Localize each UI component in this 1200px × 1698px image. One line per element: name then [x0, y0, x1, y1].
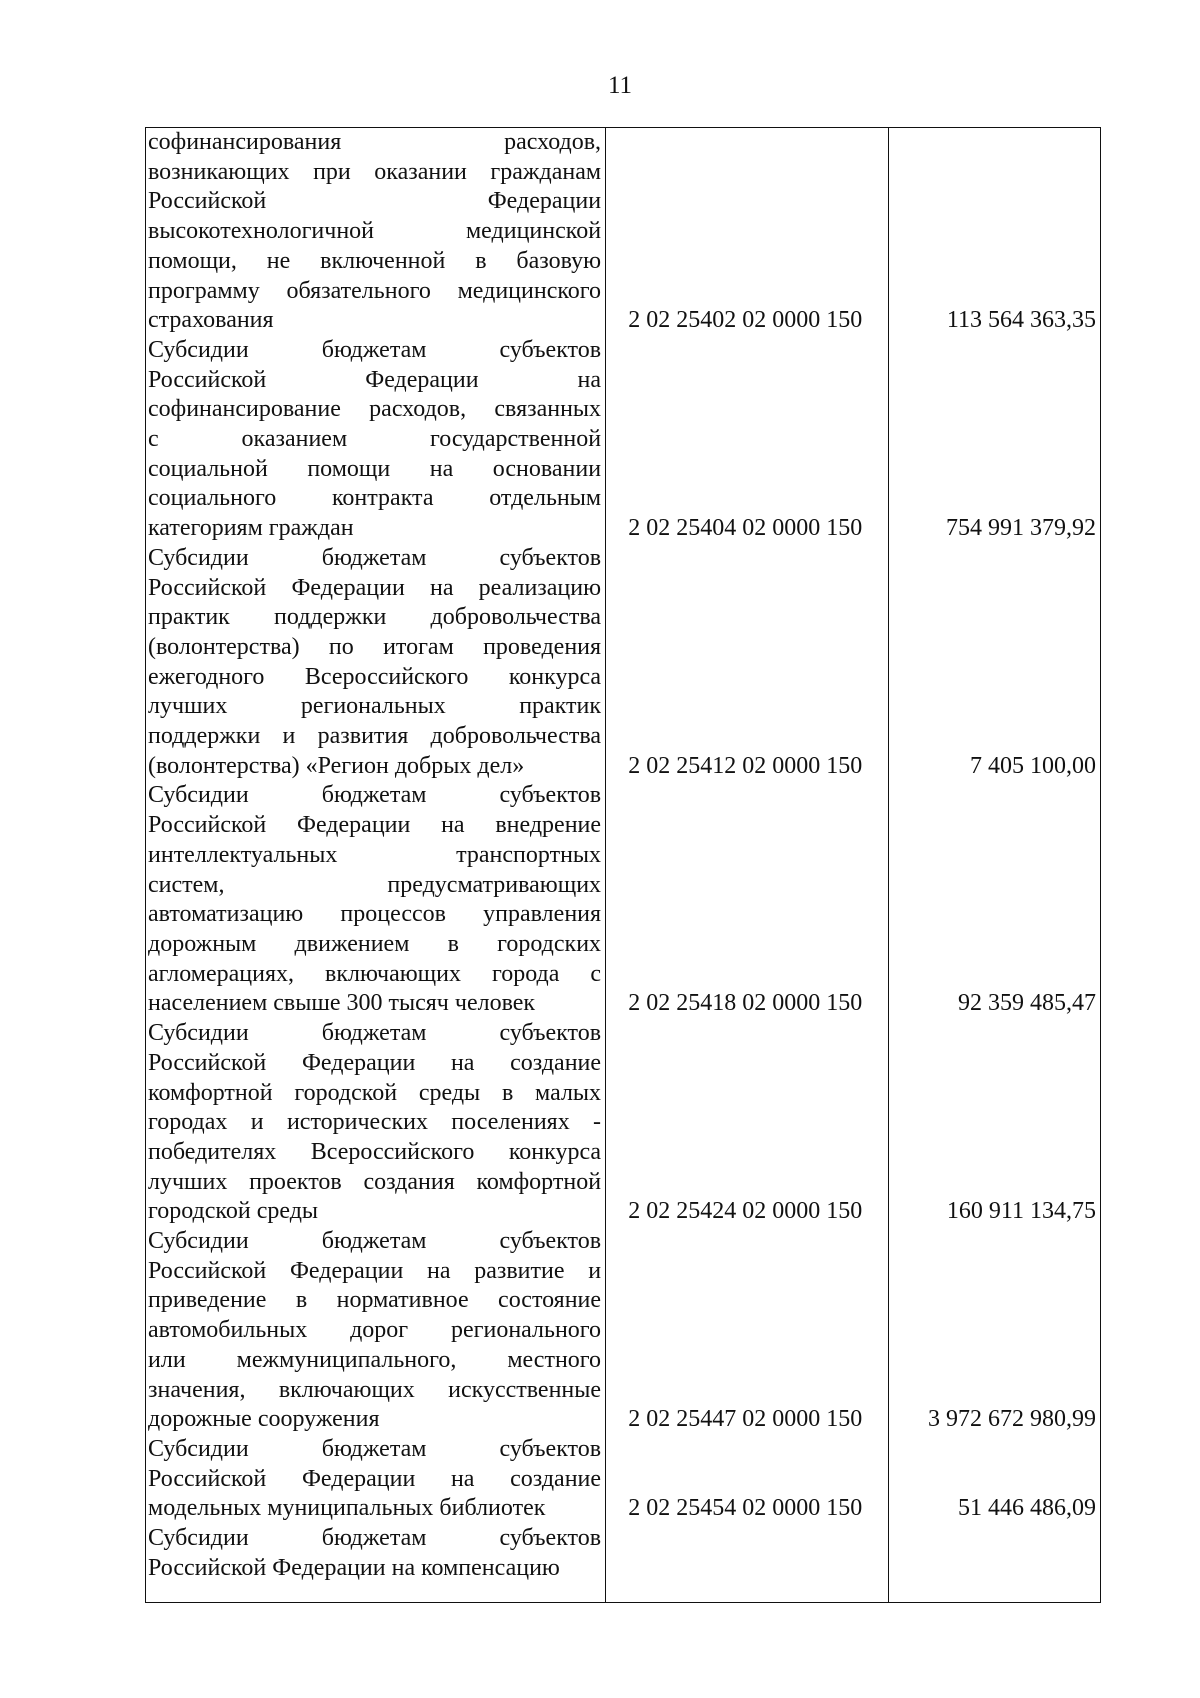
- description-line: населением свыше 300 тысяч человек: [148, 990, 536, 1017]
- description-line: городской среды: [148, 1198, 319, 1225]
- description-line: поддержки и развития добровольчества: [148, 723, 602, 750]
- description-line: Субсидии бюджетам субъектов: [148, 336, 602, 363]
- description-line: Российской Федерации на создание: [148, 1465, 602, 1492]
- description-line: или межмуниципального, местного: [148, 1346, 602, 1373]
- table-body: [146, 128, 1100, 1583]
- row-description: [146, 1435, 604, 1524]
- description-line: Субсидии бюджетам субъектов: [148, 1020, 602, 1047]
- description-line: дорожные сооружения: [148, 1406, 380, 1433]
- description-line: комфортной городской среды в малых: [148, 1079, 602, 1106]
- description-line: лучших проектов создания комфортной: [148, 1168, 602, 1195]
- budget-code: 2 02 25402 02 0000 150: [628, 307, 863, 334]
- amount-value: 3 972 672 980,99: [928, 1406, 1097, 1433]
- description-line: Российской Федерации на внедрение: [148, 812, 602, 839]
- table-row: [146, 1019, 1100, 1227]
- amount-value: 51 446 486,09: [958, 1495, 1097, 1522]
- amount-value: 92 359 485,47: [958, 990, 1097, 1017]
- table-row: [146, 1435, 1100, 1524]
- description-line: софинансирование расходов, связанных: [148, 396, 602, 423]
- description-line: Субсидии бюджетам субъектов: [148, 1435, 602, 1462]
- description-line: Субсидии бюджетам субъектов: [148, 1228, 602, 1255]
- table-row: [146, 128, 1100, 336]
- table-row: [146, 781, 1100, 1019]
- description-line: Субсидии бюджетам субъектов: [148, 1525, 602, 1552]
- description-line: Российской Федерации: [148, 188, 602, 215]
- budget-code: 2 02 25418 02 0000 150: [628, 990, 863, 1017]
- amount-value: 754 991 379,92: [946, 515, 1097, 542]
- description-line: ежегодного Всероссийского конкурса: [148, 663, 602, 690]
- description-line: агломерациях, включающих города с: [148, 960, 602, 987]
- description-line: лучших региональных практик: [148, 693, 602, 720]
- description-line: категориям граждан: [148, 515, 354, 542]
- description-line: (волонтерства) «Регион добрых дел»: [148, 752, 525, 779]
- description-line: дорожным движением в городских: [148, 930, 602, 957]
- row-description: [146, 336, 604, 544]
- description-line: Российской Федерации на создание: [148, 1049, 602, 1076]
- description-line: высокотехнологичной медицинской: [148, 218, 602, 245]
- description-line: с оказанием государственной: [148, 426, 602, 453]
- budget-code: 2 02 25424 02 0000 150: [628, 1198, 863, 1225]
- table-row: [146, 1227, 1100, 1435]
- description-line: Субсидии бюджетам субъектов: [148, 544, 602, 571]
- amount-value: 160 911 134,75: [946, 1198, 1097, 1225]
- row-description: [146, 1524, 604, 1583]
- budget-code: 2 02 25404 02 0000 150: [628, 515, 863, 542]
- budget-code: 2 02 25447 02 0000 150: [628, 1406, 863, 1433]
- description-line: модельных муниципальных библиотек: [148, 1495, 546, 1522]
- description-line: (волонтерства) по итогам проведения: [148, 633, 602, 660]
- description-line: приведение в нормативное состояние: [148, 1287, 602, 1314]
- description-line: интеллектуальных транспортных: [148, 841, 602, 868]
- row-description: [146, 128, 604, 336]
- budget-code: 2 02 25412 02 0000 150: [628, 752, 863, 779]
- description-line: помощи, не включенной в базовую: [148, 247, 602, 274]
- description-line: программу обязательного медицинского: [148, 277, 602, 304]
- description-line: страхования: [148, 307, 274, 334]
- description-line: значения, включающих искусственные: [148, 1376, 602, 1403]
- budget-code: 2 02 25454 02 0000 150: [628, 1495, 863, 1522]
- description-line: систем, предусматривающих: [148, 871, 602, 898]
- description-line: возникающих при оказании гражданам: [148, 158, 602, 185]
- description-line: практик поддержки добровольчества: [148, 604, 602, 631]
- description-line: Российской Федерации на: [148, 366, 602, 393]
- description-line: Российской Федерации на развитие и: [148, 1257, 602, 1284]
- description-line: Российской Федерации на компенсацию: [148, 1554, 560, 1581]
- row-description: [146, 1227, 604, 1435]
- description-line: Субсидии бюджетам субъектов: [148, 782, 602, 809]
- description-line: победителях Всероссийского конкурса: [148, 1138, 602, 1165]
- description-line: городах и исторических поселениях -: [148, 1109, 602, 1136]
- budget-table: [145, 127, 1101, 1603]
- row-description: [146, 781, 604, 1019]
- amount-value: 7 405 100,00: [970, 752, 1097, 779]
- description-line: автоматизацию процессов управления: [148, 901, 602, 928]
- table-row: [146, 336, 1100, 544]
- table-row: [146, 1524, 1100, 1583]
- page-number: 11: [607, 72, 633, 99]
- description-line: автомобильных дорог регионального: [148, 1317, 602, 1344]
- table-row: [146, 544, 1100, 782]
- description-line: социальной помощи на основании: [148, 455, 602, 482]
- row-description: [146, 1019, 604, 1227]
- description-line: софинансирования расходов,: [148, 129, 602, 155]
- description-line: социального контракта отдельным: [148, 485, 602, 512]
- row-description: [146, 544, 604, 782]
- description-line: Российской Федерации на реализацию: [148, 574, 602, 601]
- amount-value: 113 564 363,35: [946, 307, 1097, 334]
